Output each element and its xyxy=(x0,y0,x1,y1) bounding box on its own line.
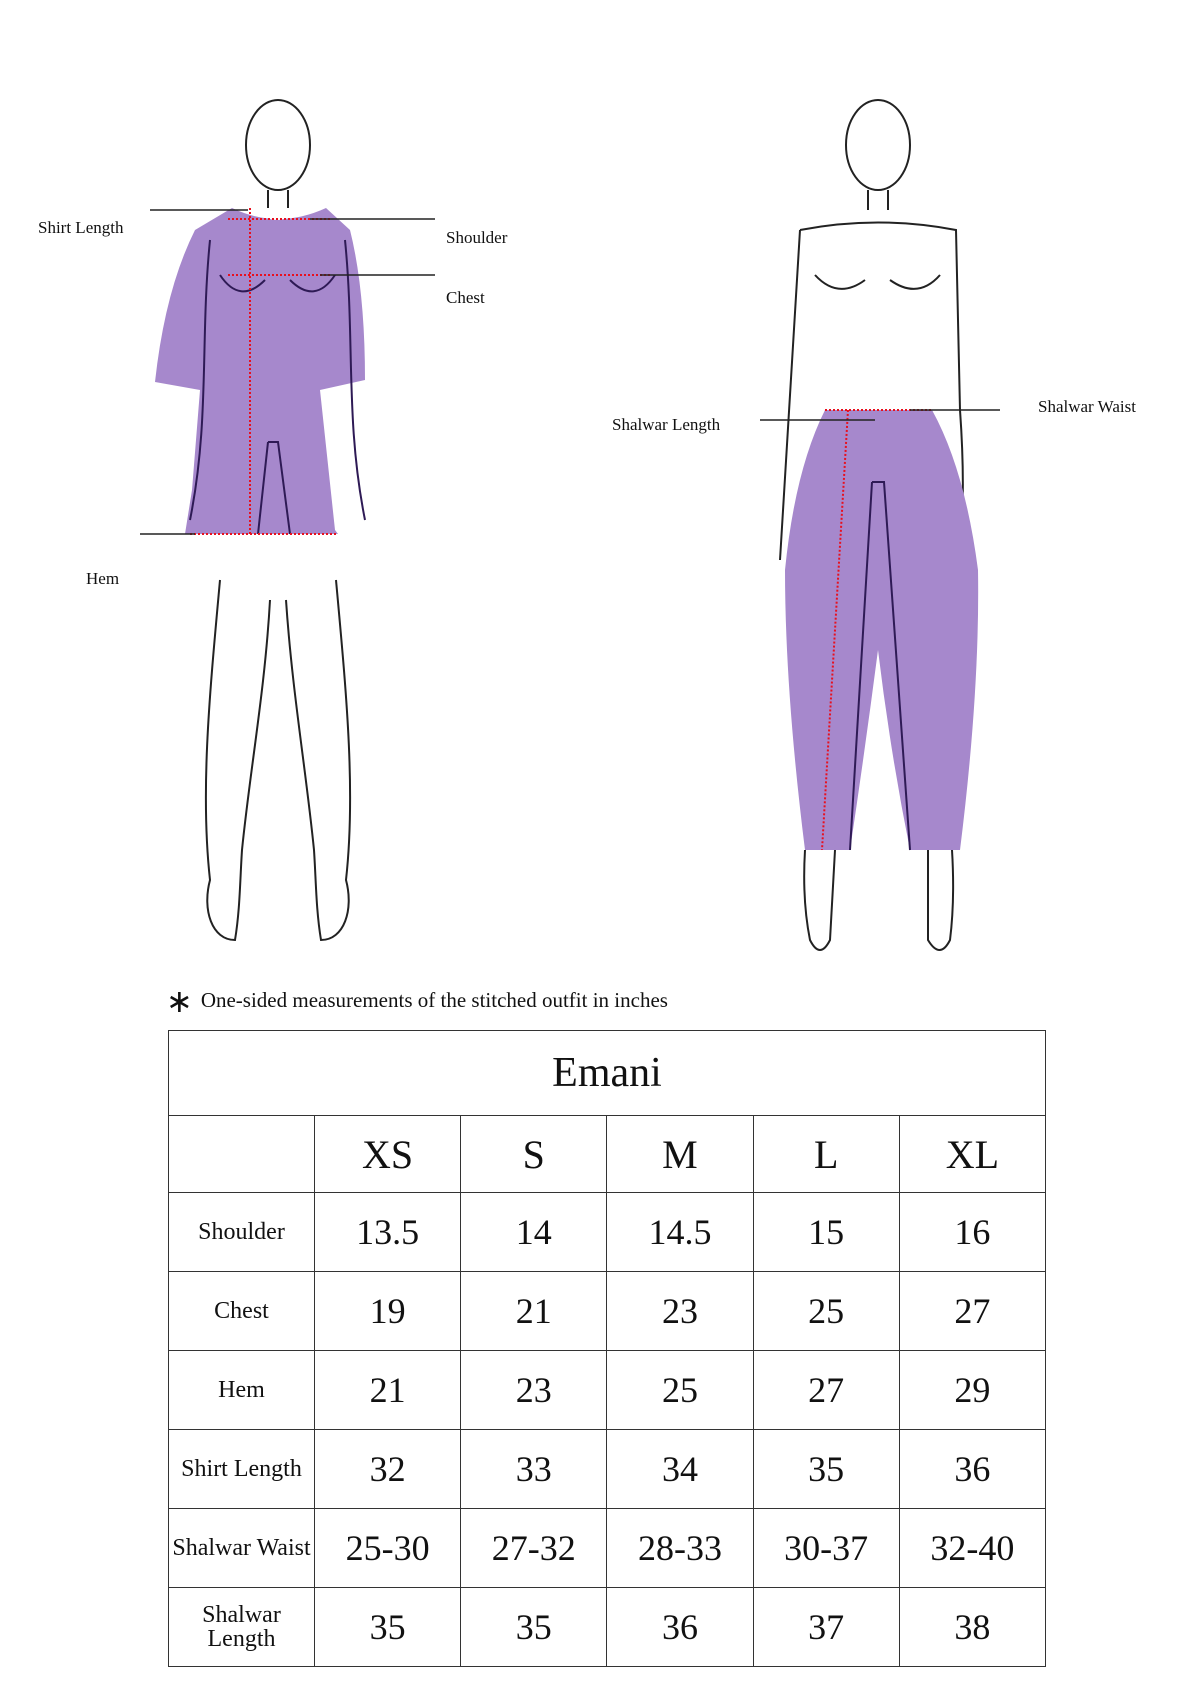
cell-value: 29 xyxy=(899,1351,1045,1430)
cell-value: 32-40 xyxy=(899,1509,1045,1588)
table-row xyxy=(169,1430,1046,1509)
cell-value: 28-33 xyxy=(607,1509,753,1588)
row-label: Chest xyxy=(169,1272,315,1351)
size-header: XS xyxy=(315,1116,461,1193)
cell-value: 27 xyxy=(899,1272,1045,1351)
hem-label: Hem xyxy=(86,569,120,588)
shalwar-waist-label: Shalwar Waist xyxy=(1038,397,1136,416)
row-label: Shalwar Waist xyxy=(169,1509,315,1588)
cell-value: 25-30 xyxy=(315,1509,461,1588)
cell-value: 19 xyxy=(315,1272,461,1351)
cell-value: 23 xyxy=(607,1272,753,1351)
shirt-figure-illustration xyxy=(140,90,440,970)
shirt-figure xyxy=(140,90,440,970)
cell-value: 36 xyxy=(607,1588,753,1667)
cell-value: 25 xyxy=(607,1351,753,1430)
cell-value: 33 xyxy=(461,1430,607,1509)
shoulder-label: Shoulder xyxy=(446,228,508,247)
table-row xyxy=(169,1193,1046,1272)
row-label: Shirt Length xyxy=(169,1430,315,1509)
cell-value: 36 xyxy=(899,1430,1045,1509)
cell-value: 13.5 xyxy=(315,1193,461,1272)
cell-value: 21 xyxy=(461,1272,607,1351)
cell-value: 32 xyxy=(315,1430,461,1509)
shalwar-figure-illustration xyxy=(760,90,1000,970)
measurement-note xyxy=(166,981,668,1020)
cell-value: 27 xyxy=(753,1351,899,1430)
note-text: One-sided measurements of the stitched outfit in inches xyxy=(200,988,668,1012)
cell-value: 23 xyxy=(461,1351,607,1430)
cell-value: 35 xyxy=(461,1588,607,1667)
table-row xyxy=(169,1509,1046,1588)
cell-value: 38 xyxy=(899,1588,1045,1667)
cell-value: 14.5 xyxy=(607,1193,753,1272)
cell-value: 35 xyxy=(315,1588,461,1667)
cell-value: 27-32 xyxy=(461,1509,607,1588)
cell-value: 34 xyxy=(607,1430,753,1509)
size-chart-table xyxy=(168,1030,1046,1667)
size-header: S xyxy=(461,1116,607,1193)
cell-value: 25 xyxy=(753,1272,899,1351)
chest-label: Chest xyxy=(446,288,485,307)
cell-value: 35 xyxy=(753,1430,899,1509)
header-empty xyxy=(169,1116,315,1193)
shalwar-length-label: Shalwar Length xyxy=(612,415,721,434)
row-label: Shalwar Length xyxy=(169,1588,315,1667)
cell-value: 14 xyxy=(461,1193,607,1272)
asterisk-icon: ∗ xyxy=(166,981,193,1020)
cell-value: 15 xyxy=(753,1193,899,1272)
shirt-length-label: Shirt Length xyxy=(38,218,124,237)
cell-value: 16 xyxy=(899,1193,1045,1272)
shalwar-figure xyxy=(760,90,1000,970)
cell-value: 21 xyxy=(315,1351,461,1430)
size-header-row xyxy=(169,1116,1046,1193)
size-header: L xyxy=(753,1116,899,1193)
size-header: XL xyxy=(899,1116,1045,1193)
table-row xyxy=(169,1351,1046,1430)
cell-value: 30-37 xyxy=(753,1509,899,1588)
size-header: M xyxy=(607,1116,753,1193)
table-row xyxy=(169,1272,1046,1351)
table-title: Emani xyxy=(169,1031,1046,1116)
cell-value: 37 xyxy=(753,1588,899,1667)
row-label: Shoulder xyxy=(169,1193,315,1272)
row-label: Hem xyxy=(169,1351,315,1430)
table-row xyxy=(169,1588,1046,1667)
